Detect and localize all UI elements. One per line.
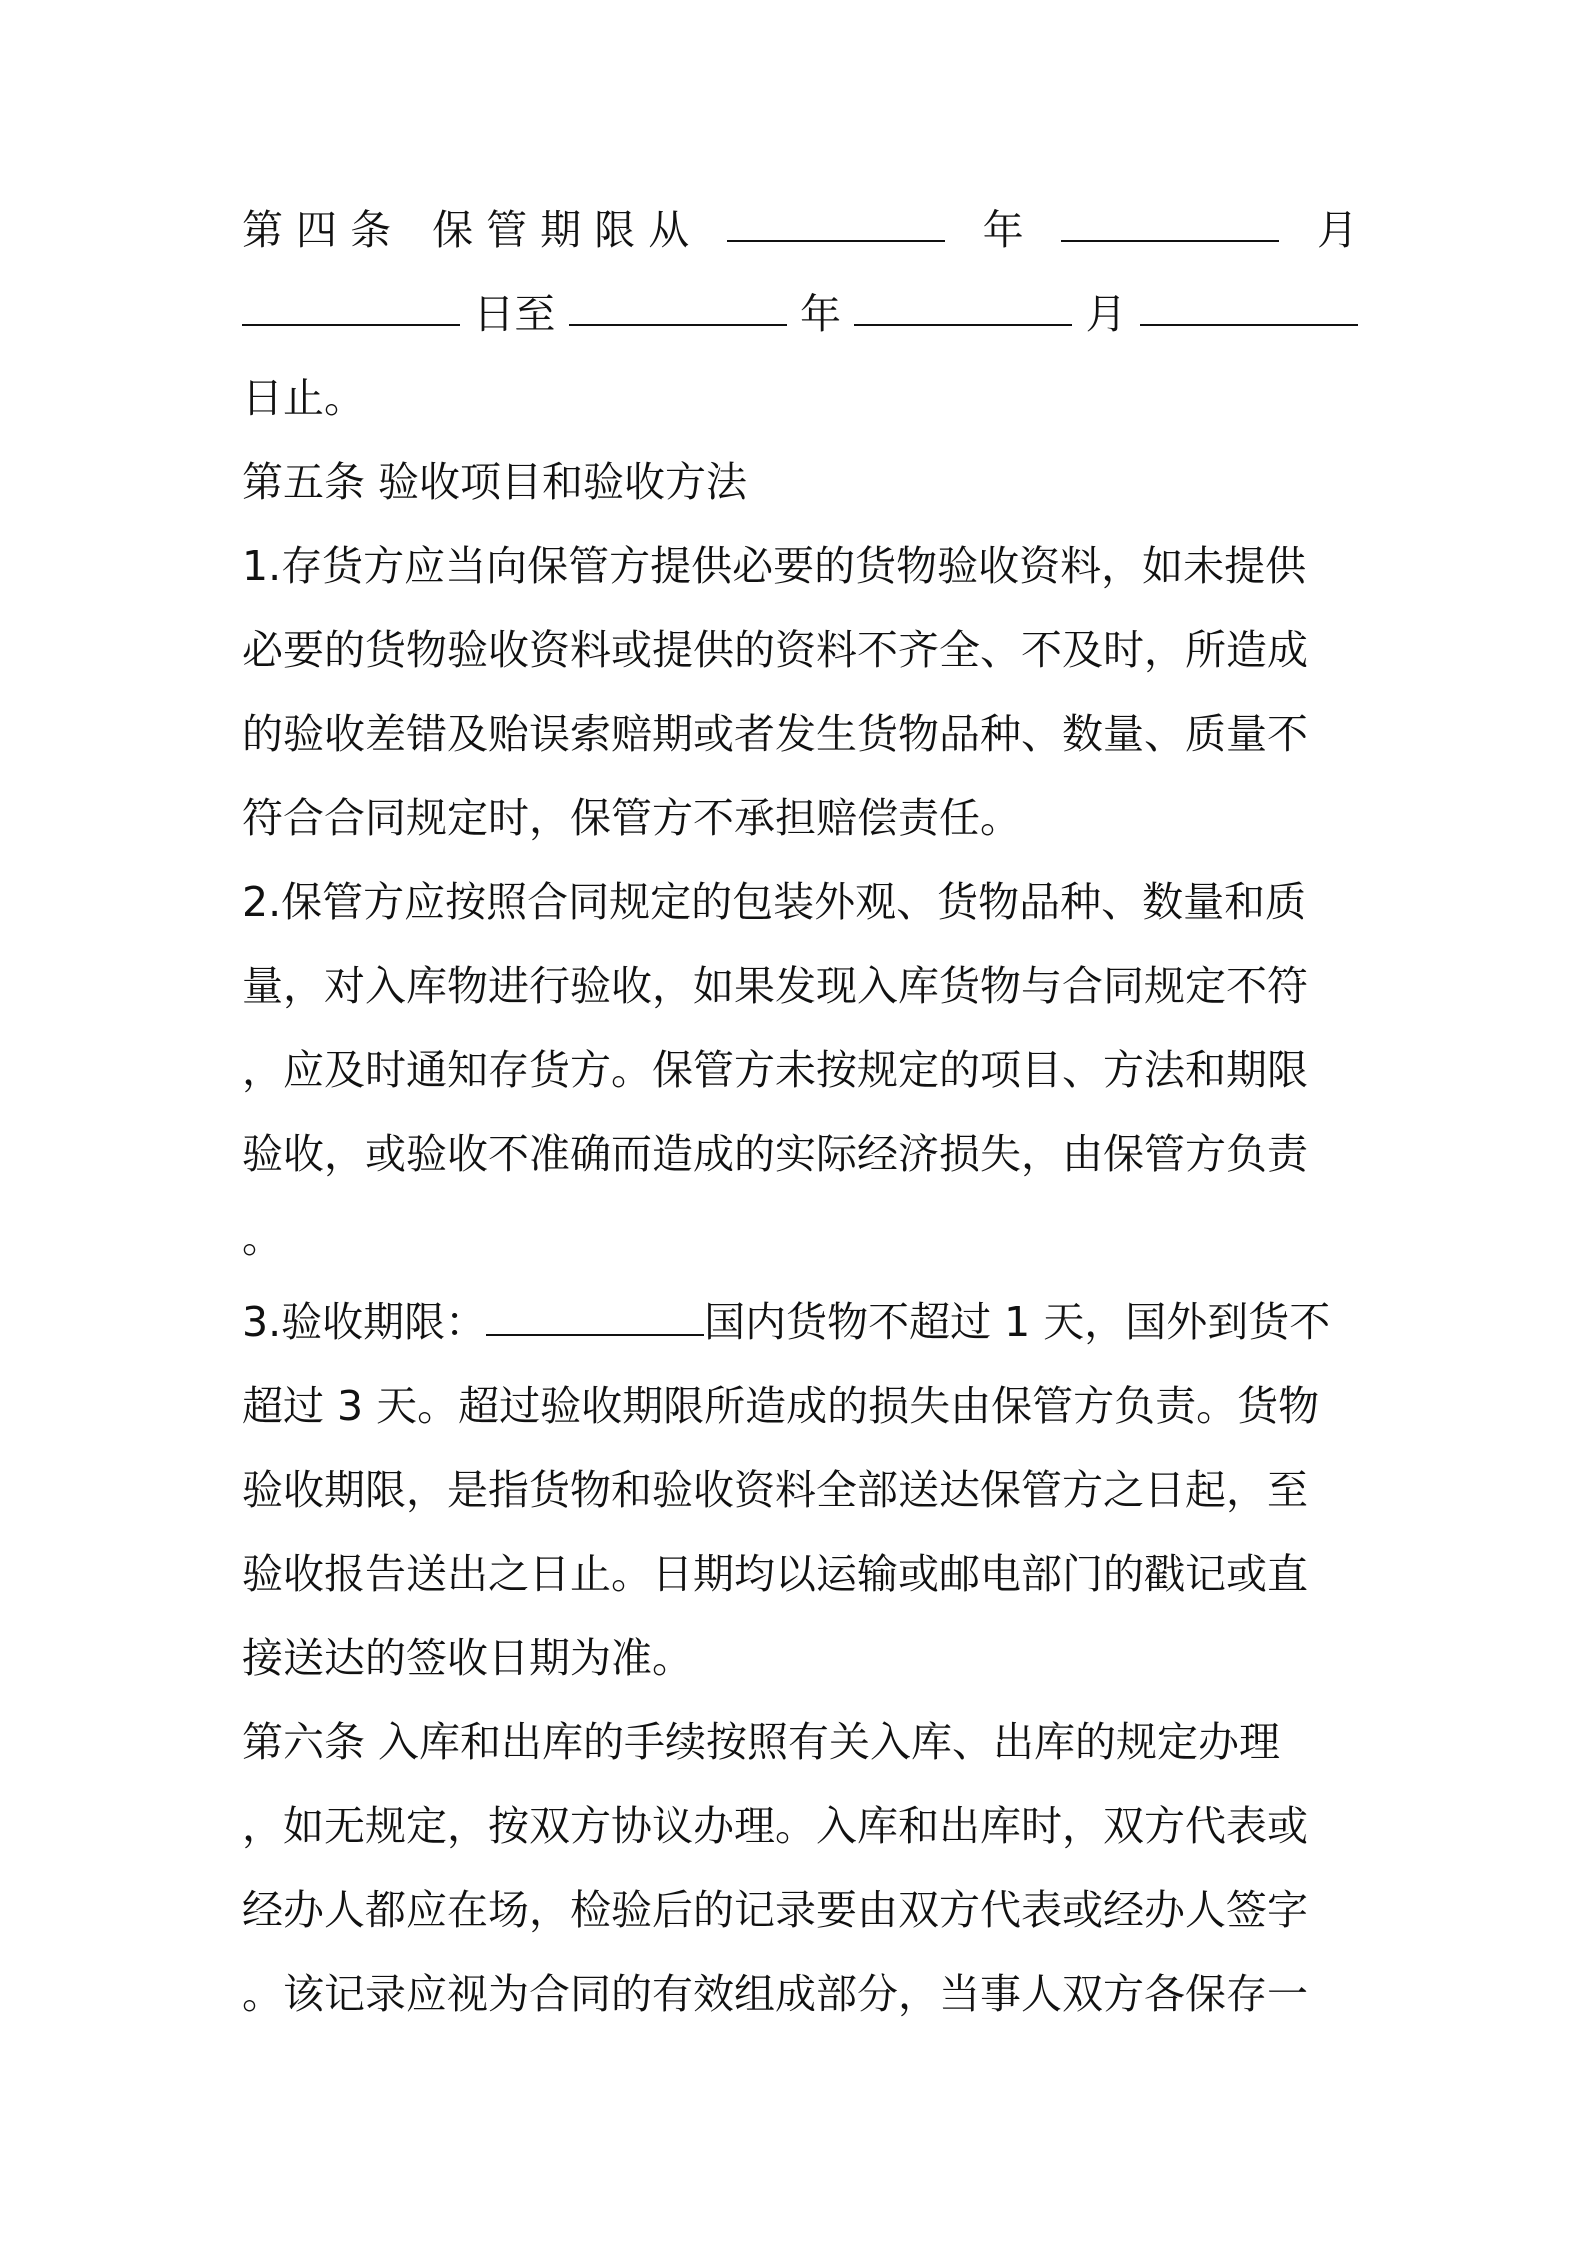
paragraph-1-line: 必要的货物验收资料或提供的资料不齐全、不及时，所造成 bbox=[242, 626, 1308, 674]
article-4-line-3: 日止。 bbox=[242, 374, 365, 422]
article-5-title: 第五条 验收项目和验收方法 bbox=[242, 458, 748, 506]
blank-end-day[interactable] bbox=[1140, 272, 1358, 326]
text-year: 年 bbox=[982, 206, 1024, 254]
inspection-period-text: 国内货物不超过 1 天，国外到货不 bbox=[704, 1298, 1331, 1346]
paragraph-1-line: 1.存货方应当向保管方提供必要的货物验收资料，如未提供 bbox=[242, 542, 1307, 590]
blank-start-year[interactable] bbox=[727, 188, 945, 242]
paragraph-3-line: 超过 3 天。超过验收期限所造成的损失由保管方负责。货物 bbox=[242, 1382, 1320, 1430]
blank-end-year[interactable] bbox=[569, 272, 787, 326]
paragraph-2-line: ，应及时通知存货方。保管方未按规定的项目、方法和期限 bbox=[242, 1046, 1308, 1094]
article-4-heading: 第 四 条 保 管 期 限 从 bbox=[242, 206, 690, 254]
article-6-line: 。该记录应视为合同的有效组成部分，当事人双方各保存一 bbox=[242, 1970, 1308, 2018]
blank-start-month[interactable] bbox=[1061, 188, 1279, 242]
article-6-line: 第六条 入库和出库的手续按照有关入库、出库的规定办理 bbox=[242, 1718, 1281, 1766]
paragraph-1-line: 的验收差错及贻误索赔期或者发生货物品种、数量、质量不 bbox=[242, 710, 1308, 758]
blank-end-month[interactable] bbox=[854, 272, 1072, 326]
blank-inspection-period[interactable] bbox=[486, 1282, 704, 1336]
paragraph-2-line: 量，对入库物进行验收，如果发现入库货物与合同规定不符 bbox=[242, 962, 1308, 1010]
article-6-line: 经办人都应在场，检验后的记录要由双方代表或经办人签字 bbox=[242, 1886, 1308, 1934]
blank-start-day[interactable] bbox=[242, 272, 460, 326]
inspection-period-label: 3.验收期限： bbox=[242, 1298, 487, 1346]
paragraph-2-line: 验收，或验收不准确而造成的实际经济损失，由保管方负责 bbox=[242, 1130, 1308, 1178]
paragraph-1-line: 符合合同规定时，保管方不承担赔偿责任。 bbox=[242, 794, 1021, 842]
article-4-line-2 bbox=[242, 272, 1358, 356]
text-month: 月 bbox=[1316, 206, 1358, 254]
article-6-line: ，如无规定，按双方协议办理。入库和出库时，双方代表或 bbox=[242, 1802, 1308, 1850]
paragraph-2-line: 2.保管方应按照合同规定的包装外观、货物品种、数量和质 bbox=[242, 878, 1307, 926]
paragraph-3-line-1 bbox=[242, 1280, 1358, 1364]
paragraph-2-line: 。 bbox=[242, 1214, 283, 1262]
text-year-2: 年 bbox=[799, 290, 841, 338]
text-month-2: 月 bbox=[1085, 290, 1127, 338]
paragraph-3-line: 验收期限，是指货物和验收资料全部送达保管方之日起，至 bbox=[242, 1466, 1308, 1514]
paragraph-3-line: 接送达的签收日期为准。 bbox=[242, 1634, 693, 1682]
paragraph-3-line: 验收报告送出之日止。日期均以运输或邮电部门的戳记或直 bbox=[242, 1550, 1308, 1598]
text-day-to: 日至 bbox=[473, 290, 556, 338]
article-4-line-1 bbox=[242, 188, 1358, 272]
